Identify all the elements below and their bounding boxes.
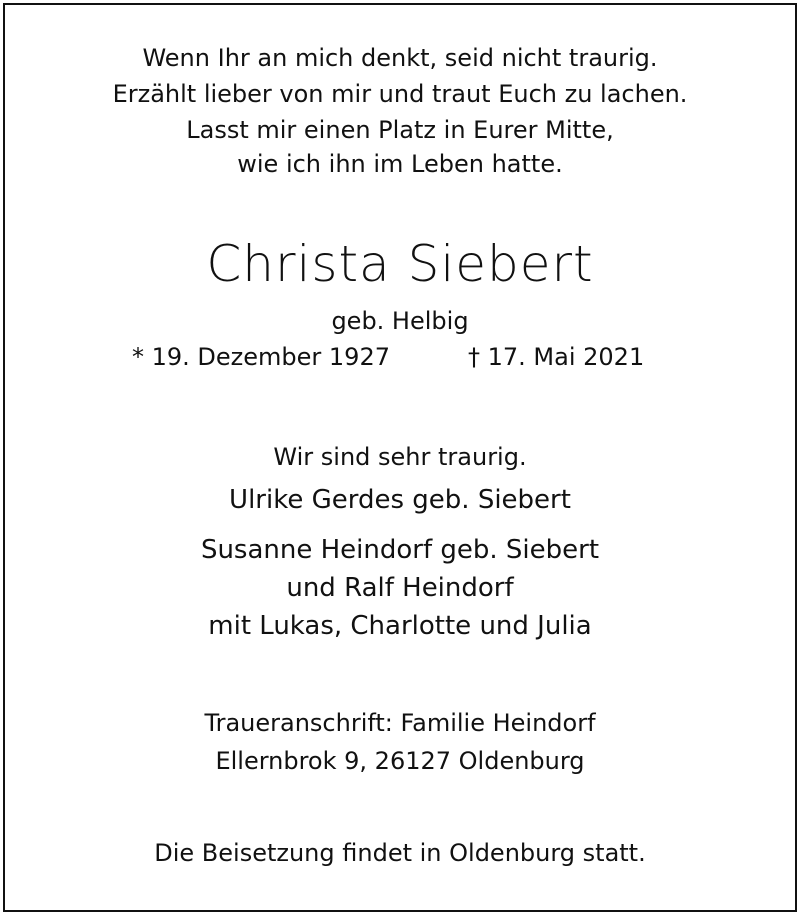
funeral-note: Die Beisetzung findet in Oldenburg statt.: [154, 839, 646, 867]
deceased-name: Christa Siebert: [206, 235, 594, 293]
address-line-1: Traueranschrift: Familie Heindorf: [204, 709, 596, 737]
birth-name: geb. Helbig: [331, 307, 469, 335]
mourner-line-1: Ulrike Gerdes geb. Siebert: [229, 485, 571, 515]
verse-line-3: Lasst mir einen Platz in Eurer Mitte,: [186, 116, 614, 144]
birth-date: * 19. Dezember 1927: [132, 343, 390, 371]
verse-line-1: Wenn Ihr an mich denkt, seid nicht traurig.: [142, 44, 658, 72]
verse-line-2: Erzählt lieber von mir und traut Euch zu lachen.: [112, 80, 688, 108]
verse-line-4: wie ich ihn im Leben hatte.: [237, 150, 563, 178]
death-date: † 17. Mai 2021: [468, 343, 645, 371]
mourner-line-3: und Ralf Heindorf: [286, 573, 514, 603]
mourners-intro: Wir sind sehr traurig.: [273, 443, 527, 471]
life-dates: [0, 340, 800, 374]
address-line-2: Ellernbrok 9, 26127 Oldenburg: [215, 747, 585, 775]
mourner-line-4: mit Lukas, Charlotte und Julia: [208, 611, 592, 641]
mourner-line-2: Susanne Heindorf geb. Siebert: [200, 535, 600, 565]
